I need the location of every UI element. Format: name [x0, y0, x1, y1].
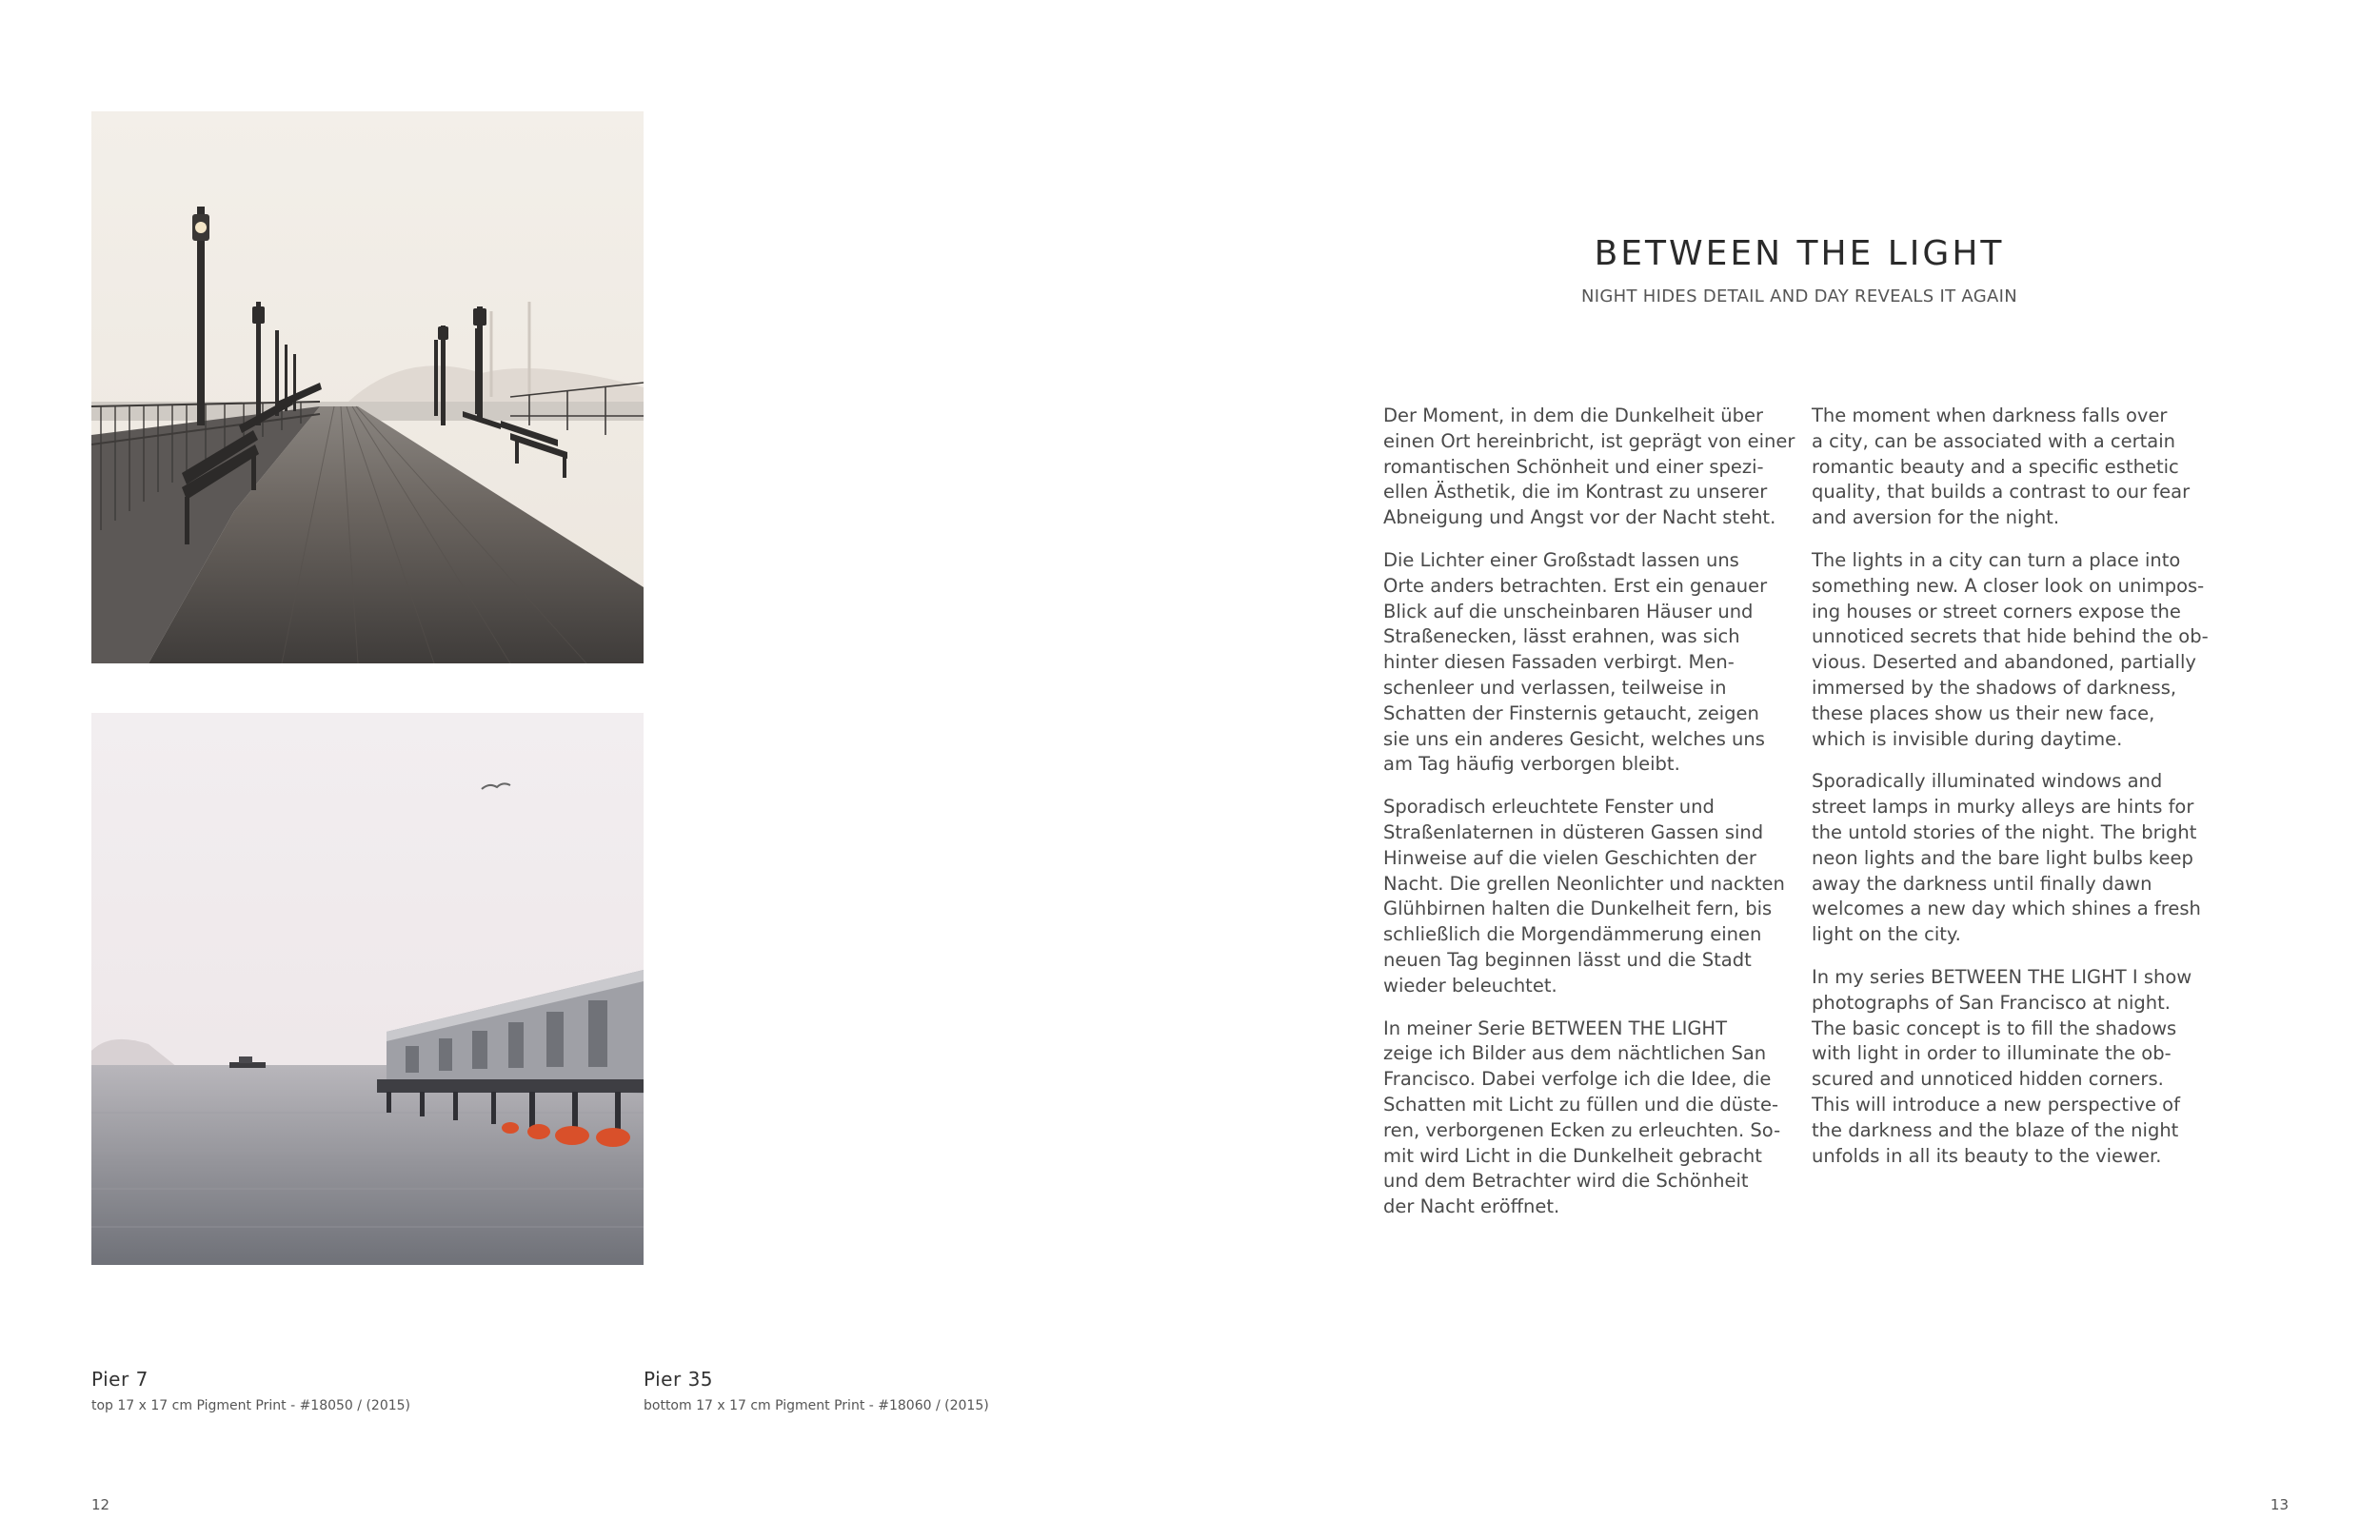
paragraph — [1383, 795, 1795, 998]
text-line: away the darkness until finally dawn — [1812, 872, 2152, 895]
text-line: Sporadically illuminated windows and — [1812, 770, 2163, 793]
text-line: wieder beleuchtet. — [1383, 974, 1557, 997]
text-line: Abneigung und Angst vor der Nacht steht. — [1383, 506, 1776, 529]
title-block — [1523, 232, 2075, 308]
text-line: The moment when darkness falls over — [1812, 405, 2168, 426]
series-title: BETWEEN THE LIGHT — [1594, 234, 2005, 273]
text-line: ellen Ästhetik, die im Kontrast zu unserer — [1383, 481, 1768, 503]
text-line: einen Ort hereinbricht, ist geprägt von einer — [1383, 429, 1795, 452]
paragraph — [1812, 965, 2209, 1169]
text-line: Die Lichter einer Großstadt lassen uns — [1383, 548, 1739, 571]
text-line: these places show us their new face, — [1812, 701, 2155, 724]
caption-pier-35 — [644, 1367, 989, 1416]
text-line: schenleer und verlassen, teilweise in — [1383, 676, 1727, 699]
text-line: Glühbirnen halten die Dunkelheit fern, bis — [1383, 898, 1773, 920]
text-line: Straßenecken, lässt erahnen, was sich — [1383, 625, 1740, 648]
text-line: Sporadisch erleuchtete Fenster und — [1383, 796, 1715, 819]
photo-pier-35 — [91, 713, 644, 1265]
text-line: unfolds in all its beauty to the viewer. — [1812, 1144, 2162, 1167]
text-line: am Tag häufig verborgen bleibt. — [1383, 753, 1680, 776]
text-line: hinter diesen Fassaden verbirgt. Men- — [1383, 651, 1735, 674]
text-line: scured and unnoticed hidden corners. — [1812, 1068, 2164, 1091]
text-line: In my series BETWEEN THE LIGHT I show — [1812, 965, 2192, 988]
text-line: street lamps in murky alleys are hints for — [1812, 796, 2194, 819]
paragraph — [1383, 1017, 1795, 1220]
paragraph — [1383, 404, 1795, 531]
text-line: This will introduce a new perspective of — [1812, 1093, 2180, 1116]
text-line: quality, that builds a contrast to our fear — [1812, 481, 2191, 503]
text-line: The basic concept is to fill the shadows — [1812, 1017, 2177, 1039]
text-line: neon lights and the bare light bulbs keep — [1812, 846, 2193, 869]
text-line: sie uns ein anderes Gesicht, welches uns — [1383, 727, 1765, 750]
text-line: romantic beauty and a specific esthetic — [1812, 455, 2179, 478]
paragraph — [1812, 548, 2209, 752]
photo-pier-7 — [91, 111, 644, 663]
text-line: ing houses or street corners expose the — [1812, 600, 2181, 622]
text-line: immersed by the shadows of darkness, — [1812, 676, 2177, 699]
text-line: mit wird Licht in die Dunkelheit gebracht — [1383, 1144, 1762, 1167]
series-subtitle: NIGHT HIDES DETAIL AND DAY REVEALS IT AGAIN — [1581, 286, 2017, 306]
text-line: Straßenlaternen in düsteren Gassen sind — [1383, 820, 1764, 843]
paragraph — [1383, 548, 1795, 778]
text-line: Schatten der Finsternis getaucht, zeigen — [1383, 701, 1759, 724]
text-line: the untold stories of the night. The bright — [1812, 820, 2197, 843]
page-number-right: 13 — [2270, 1496, 2289, 1513]
paragraph — [1812, 769, 2209, 948]
text-line: ren, verborgenen Ecken zu erleuchten. So- — [1383, 1118, 1781, 1141]
text-line: light on the city. — [1812, 923, 1961, 946]
text-line: Der Moment, in dem die Dunkelheit über — [1383, 405, 1764, 426]
text-line: and aversion for the night. — [1812, 506, 2060, 529]
text-line: the darkness and the blaze of the night — [1812, 1118, 2179, 1141]
text-line: Nacht. Die grellen Neonlichter und nackten — [1383, 872, 1785, 895]
text-line: something new. A closer look on unimpos- — [1812, 574, 2205, 597]
caption-title: Pier 7 — [91, 1368, 149, 1391]
text-line: Francisco. Dabei verfolge ich die Idee, die — [1383, 1068, 1772, 1091]
text-line: with light in order to illuminate the ob- — [1812, 1042, 2172, 1065]
text-line: der Nacht eröffnet. — [1383, 1195, 1560, 1218]
english-text-column — [1812, 404, 2209, 1169]
text-line: Schatten mit Licht zu füllen und die düste- — [1383, 1093, 1778, 1116]
text-line: unnoticed secrets that hide behind the ob- — [1812, 625, 2209, 648]
text-line: The lights in a city can turn a place into — [1812, 548, 2181, 571]
text-line: a city, can be associated with a certain — [1812, 429, 2176, 452]
page-number-left: 12 — [91, 1496, 110, 1513]
text-line: Hinweise auf die vielen Geschichten der — [1383, 846, 1756, 869]
text-line: zeige ich Bilder aus dem nächtlichen San — [1383, 1042, 1767, 1065]
text-line: In meiner Serie BETWEEN THE LIGHT — [1383, 1017, 1728, 1039]
text-line: neuen Tag beginnen lässt und die Stadt — [1383, 948, 1752, 971]
caption-title: Pier 35 — [644, 1368, 714, 1391]
caption-pier-7 — [91, 1367, 410, 1416]
text-line: Orte anders betrachten. Erst ein genauer — [1383, 574, 1768, 597]
text-line: which is invisible during daytime. — [1812, 727, 2123, 750]
caption-detail: top 17 x 17 cm Pigment Print - #18050 / (2015) — [91, 1398, 411, 1413]
paragraph — [1812, 404, 2209, 531]
text-line: welcomes a new day which shines a fresh — [1812, 898, 2201, 920]
text-line: photographs of San Francisco at night. — [1812, 991, 2171, 1014]
german-text-column — [1383, 404, 1795, 1220]
caption-detail: bottom 17 x 17 cm Pigment Print - #18060 / (2015) — [644, 1398, 989, 1413]
text-line: romantischen Schönheit und einer spezi- — [1383, 455, 1764, 478]
text-line: vious. Deserted and abandoned, partially — [1812, 651, 2196, 674]
text-line: Blick auf die unscheinbaren Häuser und — [1383, 600, 1754, 622]
text-line: schließlich die Morgendämmerung einen — [1383, 923, 1762, 946]
text-line: und dem Betrachter wird die Schönheit — [1383, 1170, 1749, 1193]
